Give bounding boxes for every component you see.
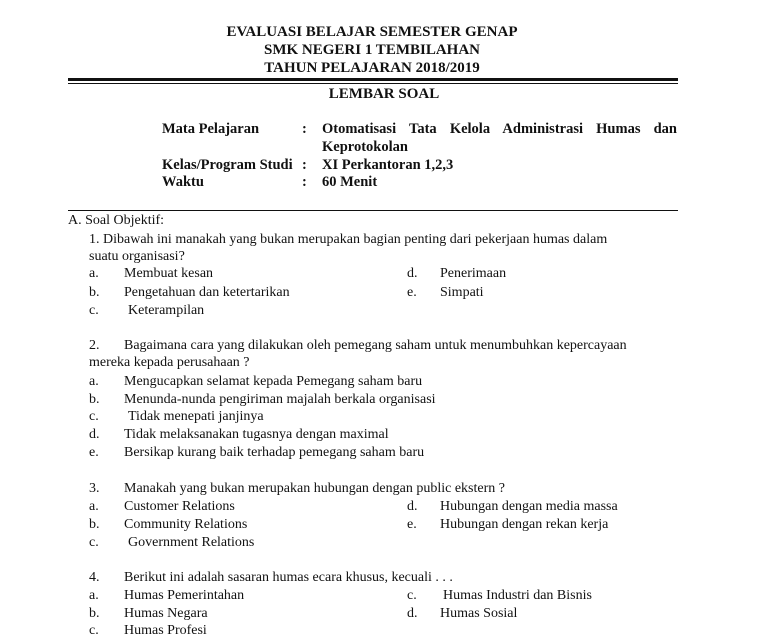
meta-bottom-rule [68, 210, 678, 211]
q2-option-letter: d. [89, 427, 100, 442]
header-line-1: EVALUASI BELAJAR SEMESTER GENAP [226, 24, 518, 40]
q3-number: 3. [89, 481, 100, 496]
q2-option-text: Bersikap kurang baik terhadap pemegang saham baru [124, 445, 425, 460]
q4-option-text: Humas Sosial [440, 606, 518, 621]
q1-option-letter: b. [89, 285, 100, 300]
meta-sep-subject: : [302, 121, 307, 137]
q4-option-letter: d. [407, 606, 418, 621]
q4-option-text: Humas Pemerintahan [124, 588, 245, 603]
meta-value-time: 60 Menit [322, 174, 378, 190]
q4-option-text: Humas Industri dan Bisnis [443, 588, 592, 603]
q3-text-line1: Manakah yang bukan merupakan hubungan dengan public ekstern ? [124, 481, 505, 496]
q3-option-letter: e. [407, 517, 417, 532]
header-line-3: TAHUN PELAJARAN 2018/2019 [264, 60, 480, 76]
q3-option-text: Hubungan dengan rekan kerja [440, 517, 609, 532]
meta-value-class: XI Perkantoran 1,2,3 [322, 157, 454, 173]
q1-option-letter: e. [407, 285, 417, 300]
q1-option-text: Penerimaan [440, 266, 507, 281]
q1-option-text: Pengetahuan dan ketertarikan [124, 285, 290, 300]
q4-option-letter: a. [89, 588, 99, 603]
header-double-rule-top [68, 78, 678, 81]
q2-option-text: Mengucapkan selamat kepada Pemegang saham baru [124, 374, 423, 389]
header-double-rule-bottom [68, 83, 678, 84]
meta-label-class: Kelas/Program Studi [162, 157, 293, 173]
meta-label-time: Waktu [162, 174, 204, 190]
meta-sep-time: : [302, 174, 307, 190]
q2-option-letter: e. [89, 445, 99, 460]
q3-option-text: Hubungan dengan media massa [440, 499, 618, 514]
meta-value-subject-line2: Keprotokolan [322, 139, 408, 155]
q2-option-text: Tidak melaksanakan tugasnya dengan maximal [124, 427, 389, 442]
header-line-2: SMK NEGERI 1 TEMBILAHAN [263, 42, 480, 58]
q2-number: 2. [89, 338, 100, 353]
meta-sep-class: : [302, 157, 307, 173]
meta-label-subject: Mata Pelajaran [162, 121, 260, 137]
q2-text-line1: Bagaimana cara yang dilakukan oleh pemegang saham untuk menumbuhkan kepercayaan [124, 338, 627, 353]
q1-option-text: Simpati [440, 285, 484, 300]
q3-option-letter: b. [89, 517, 100, 532]
q4-option-text: Humas Negara [124, 606, 208, 621]
q1-text-line1: 1. Dibawah ini manakah yang bukan merupakan bagian penting dari pekerjaan humas dalam [89, 232, 608, 247]
q4-option-letter: c. [407, 588, 417, 603]
q1-text-line2: suatu organisasi? [89, 249, 185, 264]
q2-option-letter: b. [89, 392, 100, 407]
q3-option-letter: c. [89, 535, 99, 550]
q2-option-text: Menunda-nunda pengiriman majalah berkala organisasi [124, 392, 436, 407]
q2-option-letter: a. [89, 374, 99, 389]
meta-value-subject-line1: Otomatisasi Tata Kelola Administrasi Humas dan [322, 121, 677, 137]
q1-option-text: Membuat kesan [124, 266, 214, 281]
q2-text-line2: mereka kepada perusahaan ? [89, 355, 250, 370]
q1-option-text: Keterampilan [128, 303, 205, 318]
q4-number: 4. [89, 570, 100, 585]
q3-option-letter: a. [89, 499, 99, 514]
q4-option-letter: c. [89, 623, 99, 638]
q1-option-letter: d. [407, 266, 418, 281]
q2-option-letter: c. [89, 409, 99, 424]
q3-option-text: Customer Relations [124, 499, 235, 514]
q3-option-text: Community Relations [124, 517, 248, 532]
q3-option-letter: d. [407, 499, 418, 514]
section-title: A. Soal Objektif: [68, 213, 165, 228]
q1-option-letter: a. [89, 266, 99, 281]
q3-option-text: Government Relations [128, 535, 255, 550]
q4-text-line1: Berikut ini adalah sasaran humas ecara khusus, kecuali . . . [124, 570, 453, 585]
q4-option-letter: b. [89, 606, 100, 621]
q4-option-text: Humas Profesi [124, 623, 207, 638]
q1-option-letter: c. [89, 303, 99, 318]
sheet-title: LEMBAR SOAL [328, 86, 440, 102]
q2-option-text: Tidak menepati janjinya [128, 409, 264, 424]
